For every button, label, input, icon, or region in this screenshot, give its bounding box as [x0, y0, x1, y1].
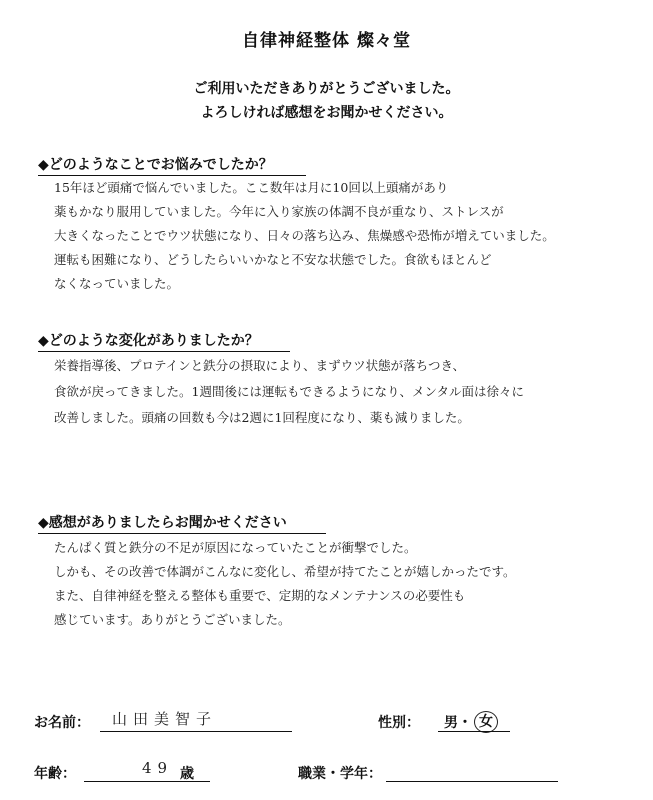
page-title: 自律神経整体 燦々堂 [242, 31, 411, 51]
gender-underline [438, 731, 510, 732]
age-unit: 歳 [180, 766, 194, 782]
name-label: お名前： [34, 715, 90, 731]
answer-line: たんぱく質と鉄分の不足が原因になっていたことが衝撃でした。 [54, 540, 417, 555]
age-underline [84, 781, 210, 782]
name-field[interactable]: 山田美智子 [112, 710, 218, 728]
question-3-heading: ◆感想がありましたらお聞かせください [38, 512, 326, 534]
age-field[interactable]: 49 [142, 759, 174, 777]
age-label: 年齢： [34, 766, 76, 782]
answer-line: 大きくなったことでウツ状態になり、日々の落ち込み、焦燥感や恐怖が増えていました。 [54, 228, 555, 243]
gender-option-female-selected[interactable]: 女 [474, 711, 498, 733]
answer-line: 薬もかなり服用していました。今年に入り家族の体調不良が重なり、ストレスが [54, 204, 504, 219]
answer-line: 食欲が戻ってきました。1週間後には運転もできるようになり、メンタル面は徐々に [54, 384, 524, 399]
occupation-field[interactable] [386, 781, 558, 782]
answer-line: また、自律神経を整える整体も重要で、定期的なメンテナンスの必要性も [54, 588, 466, 603]
intro-line-1: ご利用いただきありがとうございました。 [193, 81, 460, 97]
question-1-heading: ◆どのようなことでお悩みでしたか？ [38, 154, 306, 176]
intro-line-2: よろしければ感想をお聞かせください。 [200, 105, 453, 121]
answer-line: なくなっていました。 [54, 276, 180, 291]
gender-label: 性別： [378, 715, 420, 731]
answer-line: 運転も困難になり、どうしたらいいかなと不安な状態でした。食欲もほとんど [54, 252, 492, 267]
question-2-heading: ◆どのような変化がありましたか？ [38, 330, 290, 352]
answer-line: 改善しました。頭痛の回数も今は2週に1回程度になり、薬も減りました。 [54, 410, 470, 425]
answer-line: 栄養指導後、プロテインと鉄分の摂取により、まずウツ状態が落ちつき、 [54, 358, 466, 373]
answer-line: しかも、その改善で体調がこんなに変化し、希望が持てたことが嬉しかったです。 [54, 564, 516, 579]
answer-line: 感じています。ありがとうございました。 [54, 612, 291, 627]
occupation-label: 職業・学年： [298, 766, 382, 782]
answer-line: 15年ほど頭痛で悩んでいました。ここ数年は月に10回以上頭痛があり [54, 180, 449, 195]
name-underline [100, 731, 292, 732]
gender-separator: ・ [458, 715, 472, 731]
gender-option-male[interactable]: 男 [444, 715, 458, 731]
